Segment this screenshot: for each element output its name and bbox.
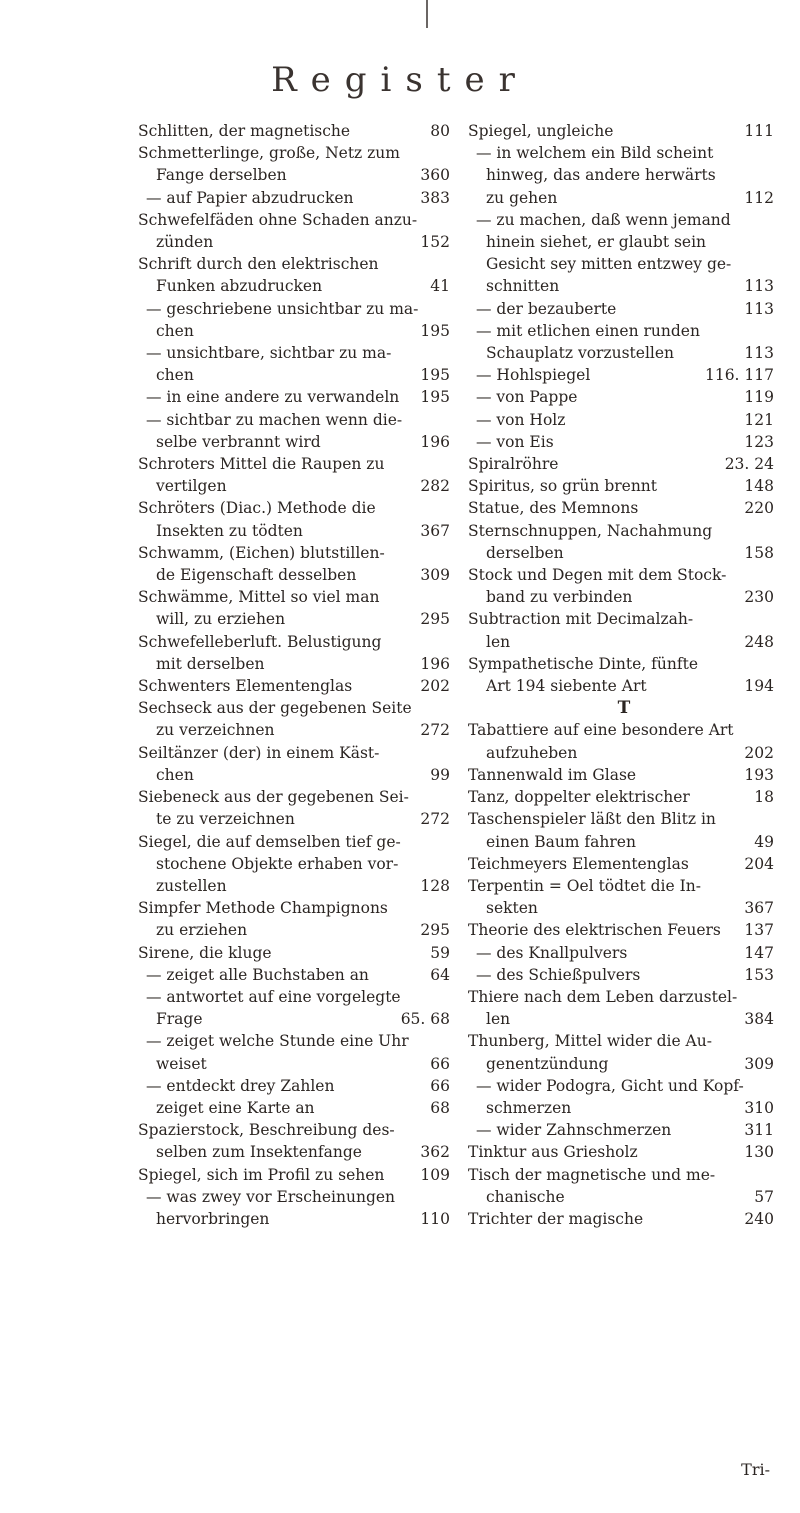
index-entry bbox=[138, 209, 456, 231]
index-entry bbox=[468, 719, 780, 741]
entry-text: Sympathetische Dinte, fünfte bbox=[468, 654, 698, 673]
entry-text: — der bezauberte bbox=[476, 299, 617, 318]
index-entry bbox=[468, 897, 780, 919]
index-entry bbox=[138, 342, 456, 364]
entry-text: Schwefelleberluft. Belustigung bbox=[138, 632, 382, 651]
section-letter: T bbox=[617, 698, 631, 719]
index-entry bbox=[468, 631, 780, 653]
index-entry bbox=[468, 298, 780, 320]
index-entry bbox=[138, 1008, 456, 1030]
entry-text: Schmetterlinge, große, Netz zum bbox=[138, 144, 400, 163]
index-entry bbox=[138, 564, 456, 586]
entry-text: Siebeneck aus der gegebenen Sei- bbox=[138, 788, 409, 807]
index-entry bbox=[468, 986, 780, 1008]
entry-text: selbe verbrannt wird bbox=[156, 432, 321, 451]
page-number: 202 bbox=[420, 677, 450, 696]
page-header: Register bbox=[271, 60, 529, 100]
page-number: 195 bbox=[420, 366, 450, 385]
page-number: 311 bbox=[744, 1121, 774, 1140]
page-number: 113 bbox=[744, 277, 774, 296]
page-number: 153 bbox=[744, 965, 774, 984]
entry-text: — mit etlichen einen runden bbox=[476, 321, 700, 340]
index-entry bbox=[138, 808, 456, 830]
index-entry bbox=[468, 386, 780, 408]
index-entry bbox=[468, 542, 780, 564]
index-entry bbox=[138, 653, 456, 675]
page-number: 57 bbox=[754, 1187, 774, 1206]
entry-text: derselben bbox=[486, 543, 564, 562]
page-number: 230 bbox=[744, 588, 774, 607]
entry-text: stochene Objekte erhaben vor- bbox=[156, 854, 399, 873]
page-number: 202 bbox=[744, 743, 774, 762]
entry-text: Gesicht sey mitten entzwey ge- bbox=[486, 255, 732, 274]
page-number: 295 bbox=[420, 610, 450, 629]
entry-text: — von Holz bbox=[476, 410, 566, 429]
index-entry bbox=[468, 1030, 780, 1052]
entry-text: Taschenspieler läßt den Blitz in bbox=[468, 810, 716, 829]
index-entry bbox=[468, 209, 780, 231]
page-number: 80 bbox=[430, 122, 450, 140]
page-number: 121 bbox=[744, 410, 774, 429]
entry-text: Schroters Mittel die Raupen zu bbox=[138, 455, 385, 474]
page-number: 310 bbox=[744, 1098, 774, 1117]
page-number: 64 bbox=[430, 965, 450, 984]
page-number: 113 bbox=[744, 344, 774, 363]
entry-text: — antwortet auf eine vorgelegte bbox=[146, 987, 401, 1006]
index-entry bbox=[468, 409, 780, 431]
index-entry bbox=[138, 298, 456, 320]
entry-text: de Eigenschaft desselben bbox=[156, 566, 357, 585]
index-entry bbox=[138, 1141, 456, 1163]
entry-text: Tinktur aus Griesholz bbox=[468, 1143, 638, 1162]
index-entry bbox=[138, 497, 456, 519]
entry-text: chen bbox=[156, 366, 194, 385]
entry-text: Schwefelfäden ohne Schaden anzu- bbox=[138, 210, 418, 229]
index-entry bbox=[138, 453, 456, 475]
index-entry bbox=[468, 231, 780, 253]
index-entry bbox=[468, 1075, 780, 1097]
index-entry bbox=[468, 497, 780, 519]
entry-text: Theorie des elektrischen Feuers bbox=[468, 921, 721, 940]
entry-text: Funken abzudrucken bbox=[156, 277, 323, 296]
index-entry bbox=[468, 320, 780, 342]
page-number: 367 bbox=[420, 521, 450, 540]
entry-text: — geschriebene unsichtbar zu ma- bbox=[146, 299, 419, 318]
entry-text: zünden bbox=[156, 233, 214, 252]
page-number: 123 bbox=[744, 432, 774, 451]
entry-text: — wider Zahnschmerzen bbox=[476, 1121, 672, 1140]
entry-text: len bbox=[486, 632, 511, 651]
entry-text: zu erziehen bbox=[156, 921, 248, 940]
index-entry bbox=[138, 364, 456, 386]
page-number: 158 bbox=[744, 543, 774, 562]
index-entry bbox=[138, 1097, 456, 1119]
entry-text: mit derselben bbox=[156, 654, 265, 673]
entry-text: — von Eis bbox=[476, 432, 554, 451]
entry-text: vertilgen bbox=[156, 477, 227, 496]
page-number: 295 bbox=[420, 921, 450, 940]
page-number: 367 bbox=[744, 899, 774, 918]
entry-text: Tannenwald im Glase bbox=[468, 765, 637, 784]
index-entry bbox=[138, 520, 456, 542]
page-number: 309 bbox=[744, 1054, 774, 1073]
index-entry bbox=[468, 164, 780, 186]
index-entry bbox=[138, 631, 456, 653]
index-entry bbox=[468, 253, 780, 275]
page-number: 282 bbox=[420, 477, 450, 496]
entry-text: Insekten zu tödten bbox=[156, 521, 303, 540]
index-entry bbox=[138, 164, 456, 186]
entry-text: Sirene, die kluge bbox=[138, 943, 272, 962]
entry-text: chen bbox=[156, 321, 194, 340]
page-number: 111 bbox=[744, 122, 774, 140]
index-entry bbox=[468, 431, 780, 453]
entry-text: — zeiget alle Buchstaben an bbox=[146, 965, 369, 984]
page-number: 193 bbox=[744, 765, 774, 784]
index-entry bbox=[468, 919, 780, 941]
page-number: 109 bbox=[420, 1165, 450, 1184]
index-entry bbox=[138, 919, 456, 941]
entry-text: band zu verbinden bbox=[486, 588, 633, 607]
entry-text: Schauplatz vorzustellen bbox=[486, 344, 675, 363]
index-entry bbox=[468, 342, 780, 364]
entry-text: einen Baum fahren bbox=[486, 832, 636, 851]
page-number: 23. 24 bbox=[724, 455, 774, 474]
index-entry bbox=[138, 764, 456, 786]
index-entry bbox=[468, 520, 780, 542]
page-number: 196 bbox=[420, 432, 450, 451]
entry-text: — entdeckt drey Zahlen bbox=[146, 1076, 335, 1095]
index-entry bbox=[138, 719, 456, 741]
index-entry bbox=[468, 831, 780, 853]
page-number: 116. 117 bbox=[704, 366, 774, 385]
entry-text: Sechseck aus der gegebenen Seite bbox=[138, 699, 412, 718]
page-number: 220 bbox=[744, 499, 774, 518]
entry-text: Spiegel, ungleiche bbox=[468, 122, 614, 140]
index-entry bbox=[468, 564, 780, 586]
index-entry bbox=[468, 120, 780, 142]
entry-text: Thunberg, Mittel wider die Au- bbox=[468, 1032, 712, 1051]
entry-text: schmerzen bbox=[486, 1098, 572, 1117]
entry-text: genentzündung bbox=[486, 1054, 609, 1073]
index-entry bbox=[468, 675, 780, 697]
index-entry bbox=[468, 475, 780, 497]
index-entry bbox=[138, 409, 456, 431]
page-number: 119 bbox=[744, 388, 774, 407]
page-number: 66 bbox=[430, 1054, 450, 1073]
index-entry bbox=[138, 386, 456, 408]
page-number: 130 bbox=[744, 1143, 774, 1162]
page-number: 384 bbox=[744, 1010, 774, 1029]
page-number: 59 bbox=[430, 943, 450, 962]
index-entry bbox=[138, 608, 456, 630]
entry-text: — unsichtbare, sichtbar zu ma- bbox=[146, 344, 392, 363]
page-number: 41 bbox=[430, 277, 450, 296]
entry-text: zustellen bbox=[156, 876, 227, 895]
page-number: 240 bbox=[744, 1209, 774, 1228]
entry-text: Simpfer Methode Champignons bbox=[138, 899, 388, 918]
index-entry bbox=[138, 120, 456, 142]
index-entry bbox=[468, 764, 780, 786]
page-number: 383 bbox=[420, 188, 450, 207]
page-number: 49 bbox=[754, 832, 774, 851]
entry-text: — von Pappe bbox=[476, 388, 578, 407]
entry-text: — in eine andere zu verwandeln bbox=[146, 388, 400, 407]
index-entry bbox=[468, 586, 780, 608]
index-entry bbox=[138, 786, 456, 808]
entry-text: Schröters (Diac.) Methode die bbox=[138, 499, 376, 518]
entry-text: Stock und Degen mit dem Stock- bbox=[468, 566, 727, 585]
index-entry bbox=[138, 253, 456, 275]
page-number: 113 bbox=[744, 299, 774, 318]
entry-text: Schrift durch den elektrischen bbox=[138, 255, 379, 274]
entry-text: len bbox=[486, 1010, 511, 1029]
page-number: 112 bbox=[744, 188, 774, 207]
entry-text: — auf Papier abzudrucken bbox=[146, 188, 354, 207]
page-number: 204 bbox=[744, 854, 774, 873]
entry-text: weiset bbox=[156, 1054, 207, 1073]
index-entry bbox=[468, 742, 780, 764]
entry-text: zu gehen bbox=[486, 188, 558, 207]
page-number: 362 bbox=[420, 1143, 450, 1162]
binding-mark bbox=[426, 0, 428, 28]
index-entry bbox=[468, 453, 780, 475]
index-entry bbox=[138, 187, 456, 209]
entry-text: hinweg, das andere herwärts bbox=[486, 166, 716, 185]
index-entry bbox=[138, 853, 456, 875]
page-number: 137 bbox=[744, 921, 774, 940]
entry-text: Spazierstock, Beschreibung des- bbox=[138, 1121, 395, 1140]
entry-text: Tanz, doppelter elektrischer bbox=[468, 788, 690, 807]
entry-text: chanische bbox=[486, 1187, 565, 1206]
entry-text: — sichtbar zu machen wenn die- bbox=[146, 410, 403, 429]
page-number: 272 bbox=[420, 810, 450, 829]
entry-text: Siegel, die auf demselben tief ge- bbox=[138, 832, 401, 851]
page-number: 195 bbox=[420, 321, 450, 340]
index-entry bbox=[138, 742, 456, 764]
index-entry bbox=[138, 142, 456, 164]
entry-text: Statue, des Memnons bbox=[468, 499, 639, 518]
index-entry bbox=[138, 1075, 456, 1097]
catchword: Tri- bbox=[741, 1460, 770, 1479]
index-entry bbox=[468, 1164, 780, 1186]
entry-text: Schlitten, der magnetische bbox=[138, 122, 351, 140]
page-number: 110 bbox=[420, 1209, 450, 1228]
entry-text: schnitten bbox=[486, 277, 560, 296]
page-number: 99 bbox=[430, 765, 450, 784]
index-entry bbox=[468, 275, 780, 297]
index-entry bbox=[468, 1119, 780, 1141]
index-entry bbox=[138, 1186, 456, 1208]
entry-text: Spiritus, so grün brennt bbox=[468, 477, 658, 496]
entry-text: Schwenters Elementenglas bbox=[138, 677, 353, 696]
index-entry bbox=[468, 1008, 780, 1030]
index-entry bbox=[468, 1097, 780, 1119]
entry-text: — was zwey vor Erscheinungen bbox=[146, 1187, 396, 1206]
entry-text: Tisch der magnetische und me- bbox=[468, 1165, 716, 1184]
index-entry bbox=[468, 142, 780, 164]
entry-text: hervorbringen bbox=[156, 1209, 270, 1228]
index-entry bbox=[468, 1208, 780, 1230]
entry-text: Art 194 siebente Art bbox=[486, 677, 647, 696]
index-entry bbox=[138, 942, 456, 964]
entry-text: selben zum Insektenfange bbox=[156, 1143, 362, 1162]
entry-text: Fange derselben bbox=[156, 166, 287, 185]
index-entry bbox=[138, 1164, 456, 1186]
entry-text: Schwamm, (Eichen) blutstillen- bbox=[138, 543, 385, 562]
index-entry bbox=[138, 831, 456, 853]
entry-text: Spiralröhre bbox=[468, 455, 559, 474]
entry-text: — Hohlspiegel bbox=[476, 366, 591, 385]
left-column bbox=[138, 120, 456, 1230]
entry-text: te zu verzeichnen bbox=[156, 810, 295, 829]
page-number: 195 bbox=[420, 388, 450, 407]
entry-text: Thiere nach dem Leben darzustel- bbox=[468, 987, 738, 1006]
index-entry bbox=[468, 653, 780, 675]
entry-text: Tabattiere auf eine besondere Art bbox=[468, 721, 734, 740]
entry-text: Terpentin = Oel tödtet die In- bbox=[468, 876, 701, 895]
page-number: 196 bbox=[420, 654, 450, 673]
index-entry bbox=[138, 231, 456, 253]
entry-text: Subtraction mit Decimalzah- bbox=[468, 610, 694, 629]
page-number: 128 bbox=[420, 876, 450, 895]
page-number: 272 bbox=[420, 721, 450, 740]
index-entry bbox=[138, 1030, 456, 1052]
page-number: 248 bbox=[744, 632, 774, 651]
entry-text: — zeiget welche Stunde eine Uhr bbox=[146, 1032, 409, 1051]
index-entry bbox=[138, 697, 456, 719]
index-entry bbox=[138, 586, 456, 608]
index-entry bbox=[138, 986, 456, 1008]
entry-text: sekten bbox=[486, 899, 538, 918]
page-number: 194 bbox=[744, 677, 774, 696]
index-entry bbox=[468, 1141, 780, 1163]
index-entry bbox=[138, 875, 456, 897]
index-entry bbox=[138, 275, 456, 297]
entry-text: — des Schießpulvers bbox=[476, 965, 641, 984]
entry-text: — des Knallpulvers bbox=[476, 943, 628, 962]
index-entry bbox=[468, 1053, 780, 1075]
index-entry bbox=[138, 675, 456, 697]
right-column bbox=[468, 120, 780, 1230]
index-entry bbox=[468, 786, 780, 808]
page-number: 68 bbox=[430, 1098, 450, 1117]
page-number: 152 bbox=[420, 233, 450, 252]
entry-text: — wider Podogra, Gicht und Kopf- bbox=[476, 1076, 744, 1095]
index-entry bbox=[468, 808, 780, 830]
index-entry bbox=[468, 964, 780, 986]
entry-text: Teichmeyers Elementenglas bbox=[468, 854, 689, 873]
index-entry bbox=[138, 1119, 456, 1141]
index-entry bbox=[468, 608, 780, 630]
index-entry bbox=[468, 1186, 780, 1208]
entry-text: chen bbox=[156, 765, 194, 784]
index-entry bbox=[468, 942, 780, 964]
index-entry bbox=[468, 187, 780, 209]
entry-text: will, zu erziehen bbox=[156, 610, 286, 629]
index-entry bbox=[138, 431, 456, 453]
index-entry bbox=[138, 542, 456, 564]
index-entry bbox=[138, 320, 456, 342]
entry-text: Trichter der magische bbox=[468, 1209, 644, 1228]
entry-text: Spiegel, sich im Profil zu sehen bbox=[138, 1165, 385, 1184]
page-number: 309 bbox=[420, 566, 450, 585]
index-entry bbox=[138, 475, 456, 497]
entry-text: zu verzeichnen bbox=[156, 721, 275, 740]
index-entry bbox=[468, 875, 780, 897]
entry-text: — in welchem ein Bild scheint bbox=[476, 144, 714, 163]
index-entry bbox=[138, 1053, 456, 1075]
entry-text: hinein siehet, er glaubt sein bbox=[486, 233, 707, 252]
entry-text: Seiltänzer (der) in einem Käst- bbox=[138, 743, 380, 762]
page-number: 65. 68 bbox=[400, 1010, 450, 1029]
page-number: 66 bbox=[430, 1076, 450, 1095]
entry-text: aufzuheben bbox=[486, 743, 578, 762]
page-number: 18 bbox=[754, 788, 774, 807]
entry-text: Sternschnuppen, Nachahmung bbox=[468, 521, 713, 540]
entry-text: zeiget eine Karte an bbox=[156, 1098, 315, 1117]
index-entry bbox=[138, 1208, 456, 1230]
index-entry bbox=[468, 853, 780, 875]
entry-text: Frage bbox=[156, 1010, 203, 1029]
index-entry bbox=[138, 964, 456, 986]
index-entry bbox=[138, 897, 456, 919]
page-number: 360 bbox=[420, 166, 450, 185]
entry-text: — zu machen, daß wenn jemand bbox=[476, 210, 731, 229]
entry-text: Schwämme, Mittel so viel man bbox=[138, 588, 380, 607]
page-number: 148 bbox=[744, 477, 774, 496]
index-entry bbox=[468, 364, 780, 386]
page-number: 147 bbox=[744, 943, 774, 962]
